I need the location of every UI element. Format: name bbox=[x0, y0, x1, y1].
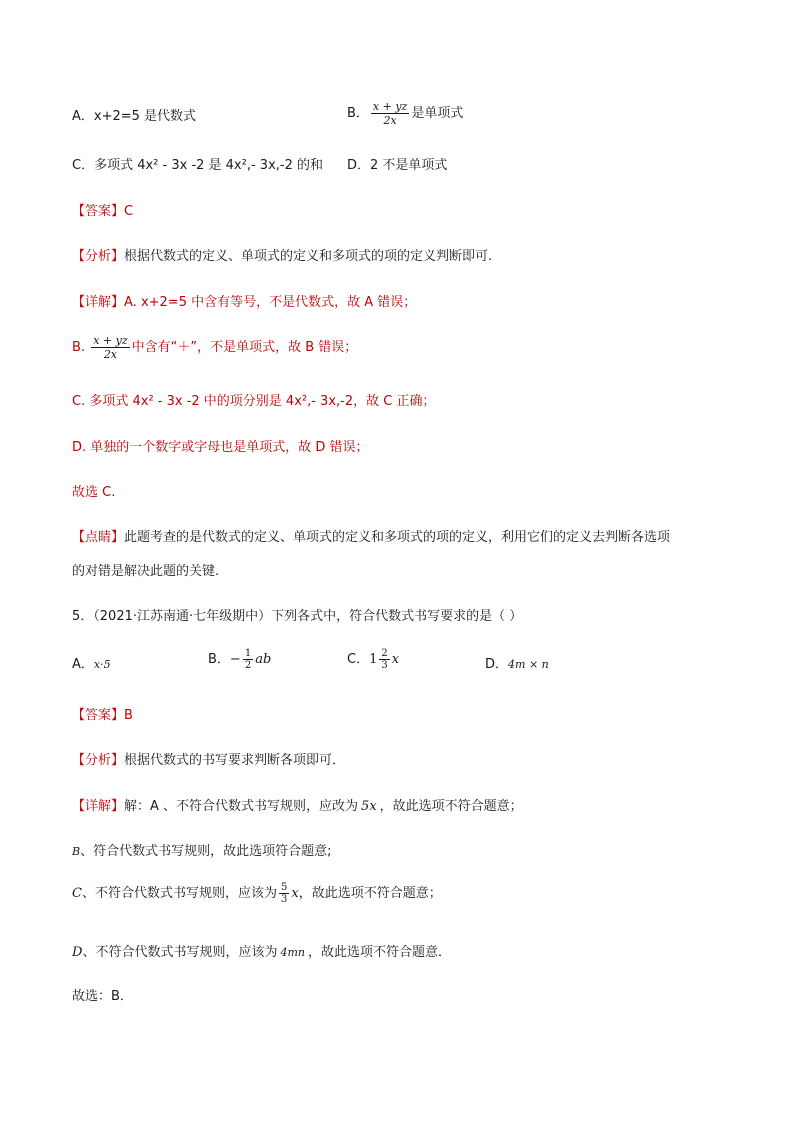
q5-option-c-fraction: $\frac{2}{3}$ bbox=[381, 648, 388, 671]
q4-comment-2: 的对错是解决此题的关键. bbox=[72, 564, 220, 579]
q5-option-b-fraction: $\frac{1}{2}$ bbox=[244, 648, 252, 671]
q4-detail-2-text: 中含有“＋”，不是单项式，故 B 错误； bbox=[131, 340, 358, 355]
q4-detail-1-text: A. x+2=5 中含有等号，不是代数式，故 A 错误； bbox=[124, 295, 417, 310]
q4-analysis bbox=[72, 248, 492, 266]
q4-comment-1-text: 此题考查的是代数式的定义、单项式的定义和多项式的项的定义，利用它们的定义去判断各选项 bbox=[124, 530, 671, 545]
q4-option-a: A．x+2=5 是代数式 bbox=[72, 109, 197, 124]
q5-stem: 5．（2021·江苏南通·七年级期中）下列各式中，符合代数式书写要求的是（ ） bbox=[72, 609, 523, 624]
q4-analysis-tag: 【分析】 bbox=[72, 249, 125, 264]
q5-option-b: B．− $\frac{1}{2}$ ab bbox=[208, 648, 272, 671]
q4-option-b-fraction: $\frac{x + yz}{2x}$ bbox=[372, 100, 408, 127]
q4-option-b-text: 是单项式 bbox=[411, 106, 464, 121]
q5-choose: 故选：B． bbox=[72, 989, 133, 1004]
q5-analysis-text: 根据代数式的书写要求判断各项即可． bbox=[124, 753, 346, 768]
q4-detail-2 bbox=[72, 334, 357, 361]
q4-answer: 【答案】C bbox=[72, 204, 134, 219]
q4-option-b bbox=[347, 100, 463, 127]
q5-option-a-expr: x·5 bbox=[93, 658, 111, 671]
q5-detail-4: D、不符合代数式书写规则，应该为 4mn ，故此选项不符合题意． bbox=[72, 945, 451, 960]
q5-detail-3-fraction: $\frac{5}{3}$ bbox=[280, 882, 288, 905]
q4-comment-tag: 【点睛】 bbox=[72, 530, 125, 545]
q5-option-a: A．x·5 bbox=[72, 657, 111, 672]
q5-analysis bbox=[72, 752, 345, 770]
q4-analysis-text: 根据代数式的定义、单项式的定义和多项式的项的定义判断即可. bbox=[124, 249, 493, 264]
q5-detail-3: C、不符合代数式书写规则，应该为 $\frac{5}{3}$ x，故此选项不符合题意； bbox=[72, 882, 442, 905]
q4-option-c: C．多项式 4x² - 3x -2 是 4x²,- 3x,-2 的和 bbox=[72, 158, 323, 173]
q4-choose: 故选 C. bbox=[72, 485, 116, 500]
q5-detail-1: 【详解】解：A 、不符合代数式书写规则，应改为 5x ，故此选项不符合题意； bbox=[72, 799, 523, 814]
q4-comment-1 bbox=[72, 529, 670, 547]
q4-option-d: D．2 不是单项式 bbox=[347, 158, 448, 173]
q4-detail-2-label: B. bbox=[72, 340, 86, 355]
q4-detail-tag: 【详解】 bbox=[72, 295, 125, 310]
q5-detail-tag: 【详解】 bbox=[72, 799, 125, 814]
q5-option-d: D．4m × n bbox=[485, 657, 549, 672]
q5-option-c: C．1 $\frac{2}{3}$ x bbox=[347, 648, 400, 671]
q5-option-d-expr: 4m × n bbox=[508, 658, 549, 671]
q4-option-b-label: B． bbox=[347, 106, 369, 121]
q5-detail-2: B、符合代数式书写规则，故此选项符合题意; bbox=[72, 844, 332, 859]
q4-detail-2-fraction: $\frac{x + yz}{2x}$ bbox=[93, 334, 128, 361]
q5-answer: 【答案】B bbox=[72, 708, 133, 723]
q4-detail-3: C. 多项式 4x² - 3x -2 中的项分别是 4x²,- 3x,-2，故 C 正确； bbox=[72, 394, 436, 409]
q5-analysis-tag: 【分析】 bbox=[72, 753, 125, 768]
q4-detail-4: D. 单独的一个数字或字母也是单项式，故 D 错误； bbox=[72, 440, 369, 455]
q4-detail-1 bbox=[72, 294, 416, 312]
